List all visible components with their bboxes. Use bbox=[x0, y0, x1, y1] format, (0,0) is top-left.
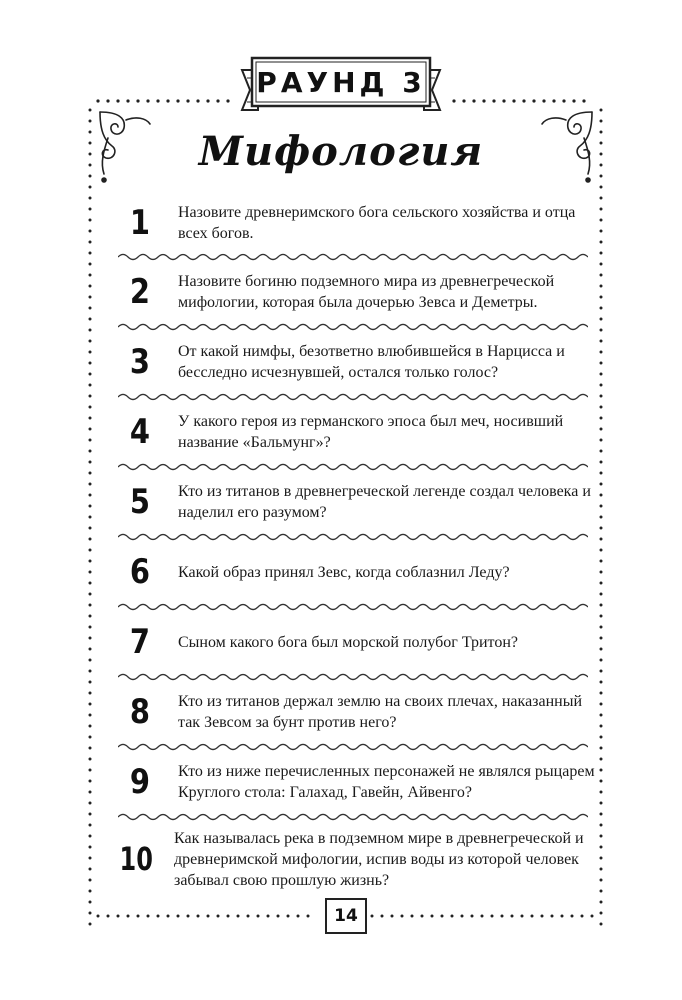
question-text: Какой образ принял Зевс, когда соблазнил Леду? bbox=[178, 563, 510, 581]
question-number: 8 bbox=[129, 692, 151, 732]
question-item bbox=[118, 474, 598, 530]
question-item bbox=[118, 334, 598, 390]
wavy-separator bbox=[118, 460, 598, 474]
question-text: Назовите древнеримского бога сельского хозяйства и отца всех богов. bbox=[178, 204, 576, 242]
wavy-separator bbox=[118, 390, 598, 404]
question-number: 3 bbox=[129, 342, 151, 382]
question-item bbox=[118, 196, 598, 250]
question-number: 2 bbox=[129, 272, 151, 312]
question-item bbox=[118, 824, 598, 894]
question-item bbox=[118, 614, 598, 670]
wavy-separator bbox=[118, 320, 598, 334]
wavy-separator bbox=[118, 670, 598, 684]
question-text: У какого героя из германского эпоса был меч, носивший название «Бальмунг»? bbox=[178, 413, 564, 451]
wavy-separator bbox=[118, 810, 598, 824]
page-title: Мифология bbox=[198, 128, 484, 175]
question-text: Кто из титанов держал землю на своих плечах, наказанный так Зевсом за бунт против него? bbox=[178, 693, 583, 731]
wavy-separator bbox=[118, 740, 598, 754]
wavy-separator bbox=[118, 600, 598, 614]
question-number: 10 bbox=[119, 840, 153, 878]
question-item bbox=[118, 404, 598, 460]
question-item bbox=[118, 264, 598, 320]
wavy-separator bbox=[118, 250, 598, 264]
wavy-separator bbox=[118, 530, 598, 544]
question-item bbox=[118, 754, 598, 810]
question-number: 4 bbox=[129, 412, 151, 452]
question-item bbox=[118, 544, 598, 600]
question-text: Назовите богиню подземного мира из древнегреческой мифологии, которая была дочерью Зевса и Деметры. bbox=[178, 273, 555, 311]
question-text: Кто из ниже перечисленных персонажей не являлся рыцарем Круглого стола: Галахад, Гавейн, Айвенго? bbox=[178, 763, 595, 801]
question-text: Как называлась река в подземном мире в древнегреческой и древнеримской мифологии, испив воды из которой человек забывал свою прошлую жизнь? bbox=[174, 829, 584, 889]
question-number: 5 bbox=[129, 482, 151, 522]
question-number: 7 bbox=[129, 622, 151, 662]
question-number: 1 bbox=[129, 203, 151, 243]
question-text: Кто из титанов в древнегреческой легенде создал человека и наделил его разумом? bbox=[178, 483, 591, 521]
question-list bbox=[118, 196, 598, 894]
question-text: Сыном какого бога был морской полубог Тритон? bbox=[178, 633, 518, 651]
question-text: От какой нимфы, безответно влюбившейся в Нарцисса и бесследно исчезнувшей, остался только голос? bbox=[178, 343, 565, 381]
page-number: 14 bbox=[325, 898, 367, 934]
question-number: 9 bbox=[129, 762, 151, 802]
question-number: 6 bbox=[129, 552, 151, 592]
round-label: РАУНД 3 bbox=[256, 65, 426, 99]
question-item bbox=[118, 684, 598, 740]
